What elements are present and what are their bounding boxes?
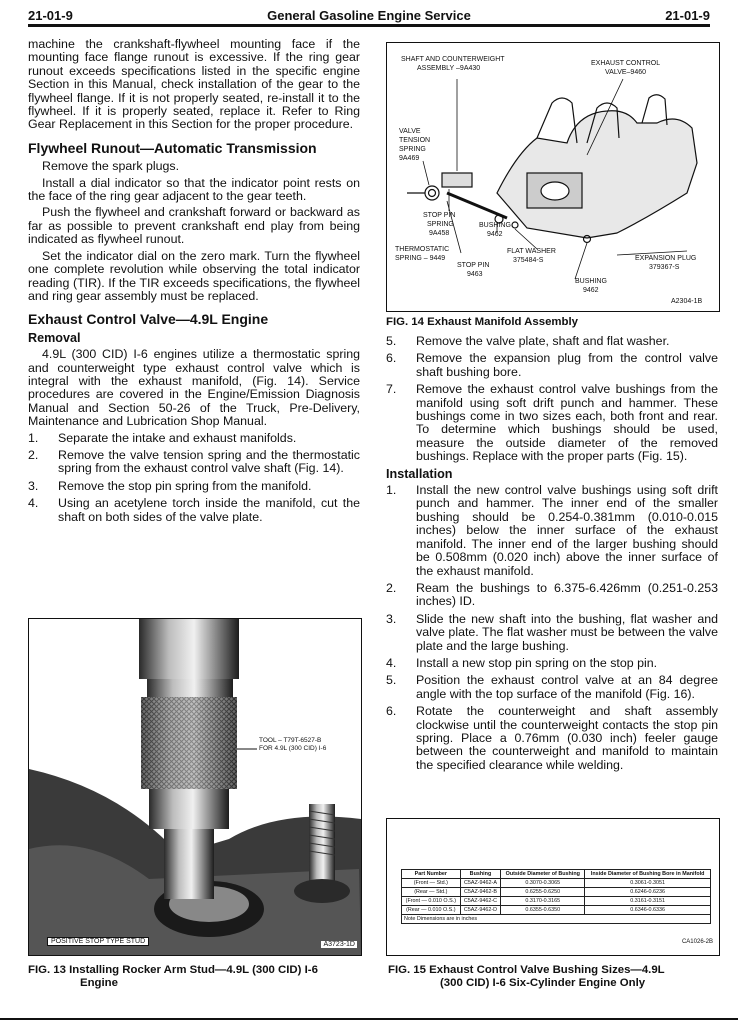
svg-text:375484-S: 375484-S [513, 257, 544, 264]
fig15-code: CA1026-2B [681, 939, 713, 945]
removal-step: 6. Remove the expansion plug from the control valve shaft bushing bore. [386, 351, 718, 379]
rocker-stud-tool-illustration [29, 619, 361, 955]
installation-step: 1. Install the new control valve bushings using soft drift punch and hammer. The inner end of the smaller bushing should be 0.254-0.381mm (0.010-0.015 inches) below the inner surface of the exhaust manifold. The inner end of the larger bushing should be 0.508mm (0.020 inch) above the inner surface of the exhaust manifold. [386, 483, 718, 578]
removal-step: 7. Remove the exhaust control valve bushings from the manifold using soft drift punch and hammer. These bushings come in two sizes each, both front and rear. To determine which bushings should be used, measure the outside diameter of the removed bushings. Replace with the proper parts (Fig. 15). [386, 382, 718, 464]
installation-step: 2. Ream the bushings to 6.375-6.426mm (0.251-0.253 inches) ID. [386, 580, 718, 609]
exhaust-manifold-illustration [387, 43, 719, 311]
svg-text:TENSION: TENSION [399, 137, 431, 144]
installation-step: 6. Rotate the counterweight and shaft assembly clockwise until the counterweight contacts the stop pin spring. Place a 0.76mm (0.030 inch) feeler gauge between the counterweight and manifold to maintain the specified clearance while welding. [386, 704, 718, 772]
heading-exhaust-control-valve: Exhaust Control Valve—4.9L Engine [28, 311, 269, 328]
svg-text:EXPANSION PLUG: EXPANSION PLUG [635, 255, 697, 262]
table-row: (Rear — 0.010 O.S.) C5AZ-9462-D 0.6355-0.6350 0.6346-0.6336 [402, 906, 711, 915]
installation-step: 3. Slide the new shaft into the bushing, flat washer and valve plate. The flat washer must be between the valve plate and the large bushing. [386, 611, 718, 653]
table-row: (Front — 0.010 O.S.) C5AZ-9462-C 0.3170-0.3165 0.3161-0.3151 [402, 897, 711, 906]
fig15-caption: FIG. 15 Exhaust Control Valve Bushing Sizes—4.9L (300 CID) I-6 Six-Cylinder Engine Only [388, 964, 665, 989]
svg-text:ASSEMBLY –9A430: ASSEMBLY –9A430 [417, 65, 481, 72]
installation-step: 4. Install a new stop pin spring on the stop pin. [386, 655, 658, 670]
svg-text:379367-S: 379367-S [649, 264, 680, 271]
table-row: (Rear — Std.) C5AZ-9462-B 0.6255-0.6250 0.6246-0.6236 [402, 888, 711, 897]
svg-text:STOP PIN: STOP PIN [457, 262, 490, 269]
svg-text:SPRING – 9449: SPRING – 9449 [395, 255, 446, 262]
svg-text:9463: 9463 [467, 271, 483, 278]
section-title: General Gasoline Engine Service [267, 8, 471, 23]
svg-text:SHAFT AND COUNTERWEIGHT: SHAFT AND COUNTERWEIGHT [401, 56, 505, 63]
table-header-row: Part Number Bushing Outside Diameter of Bushing Inside Diameter of Bushing Bore in Manifold [402, 870, 711, 879]
table-row: (Front — Std.) C5AZ-9462-A 0.3070-0.3065 0.3061-0.3051 [402, 879, 711, 888]
right-column [386, 316, 718, 776]
svg-text:THERMOSTATIC: THERMOSTATIC [395, 246, 450, 253]
svg-text:9462: 9462 [583, 287, 599, 294]
removal-step: 2. Remove the valve tension spring and the thermostatic spring from the exhaust control valve shaft (Fig. 14). [28, 447, 360, 476]
installation-step: 5. Position the exhaust control valve at an 84 degree angle with the top surface of the manifold (Fig. 16). [386, 673, 718, 701]
svg-text:9462: 9462 [487, 231, 503, 238]
flywheel-paragraph-2: Install a dial indicator so that the indicator point rests on the face of the ring gear adjacent to the gear teeth. [28, 175, 360, 204]
footer-rule [0, 1018, 738, 1020]
flywheel-paragraph-4: Set the indicator dial on the zero mark. Turn the flywheel one complete revolution while observing the total indicator reading (TIR). If the TIR exceeds specifications, the flywheel and ring gear assembly must be replaced. [28, 248, 360, 303]
left-column [28, 38, 360, 528]
svg-text:VALVE–9460: VALVE–9460 [605, 69, 646, 76]
page-number-left: 21-01-9 [28, 8, 73, 23]
stud-label: POSITIVE STOP TYPE STUD [47, 937, 149, 946]
svg-text:SPRING: SPRING [427, 221, 454, 228]
fig13-code: A3723-1D [323, 941, 355, 948]
removal-step: 5. Remove the valve plate, shaft and flat washer. [386, 334, 670, 348]
svg-text:BUSHING: BUSHING [479, 222, 511, 229]
svg-text:SPRING: SPRING [399, 146, 426, 153]
table-note-row: Note Dimensions are in inches [402, 915, 711, 924]
removal-step: 4. Using an acetylene torch inside the manifold, cut the shaft on both sides of the valve plate. [28, 496, 360, 524]
fig13-photo [28, 618, 362, 956]
flywheel-paragraph-1: Remove the spark plugs. [42, 159, 180, 174]
removal-step: 1. Separate the intake and exhaust manifolds. [28, 430, 297, 445]
svg-text:BUSHING: BUSHING [575, 278, 607, 285]
fig15-table-figure [386, 818, 720, 956]
page-number-right: 21-01-9 [665, 8, 710, 23]
tool-label: TOOL – T79T-6527-B FOR 4.9L (300 CID) I-6 [259, 737, 327, 752]
bushing-size-table [401, 869, 711, 924]
svg-text:VALVE: VALVE [399, 128, 421, 135]
removal-step: 3. Remove the stop pin spring from the manifold. [28, 478, 312, 493]
svg-text:9A469: 9A469 [399, 155, 420, 162]
intro-paragraph: machine the crankshaft-flywheel mounting face if the mounting face flange runout is excessive. If the ring gear runout exceeds specifications listed in the specific engine Section in this Manual, check installation of the gear to the flywheel flange. If it is not properly seated, re-install it to the flywheel. If it is properly seated, replace it. Refer to Ring Gear Replacement in this Section for the proper procedure. [28, 37, 360, 132]
heading-flywheel-runout: Flywheel Runout—Automatic Transmission [28, 139, 317, 156]
svg-text:STOP PIN: STOP PIN [423, 212, 456, 219]
header-rule [28, 24, 710, 27]
svg-text:9A458: 9A458 [429, 230, 450, 237]
svg-text:EXHAUST CONTROL: EXHAUST CONTROL [591, 60, 661, 67]
fig14-caption: FIG. 14 Exhaust Manifold Assembly [386, 316, 578, 328]
page-header [28, 8, 710, 24]
heading-removal: Removal [28, 330, 81, 345]
removal-paragraph: 4.9L (300 CID) I-6 engines utilize a thermostatic spring and counterweight type exhaust control valve which is integral with the exhaust manifold, (Fig. 14). Service procedures are covered in the Engine/Emission Diagnosis Manual and Section 50-26 of the Truck, Pre-Delivery, Maintenance and Lubrication Shop Manual. [28, 347, 360, 429]
fig14-diagram [386, 42, 720, 312]
heading-installation: Installation [386, 466, 453, 481]
fig13-caption: FIG. 13 Installing Rocker Arm Stud—4.9L (300 CID) I-6 Engine [28, 964, 318, 989]
flywheel-paragraph-3: Push the flywheel and crankshaft forward or backward as far as possible to prevent crankshaft end play from being indicated as flywheel runout. [28, 205, 360, 247]
svg-text:FLAT WASHER: FLAT WASHER [507, 248, 556, 255]
svg-text:A2304-1B: A2304-1B [671, 298, 703, 305]
